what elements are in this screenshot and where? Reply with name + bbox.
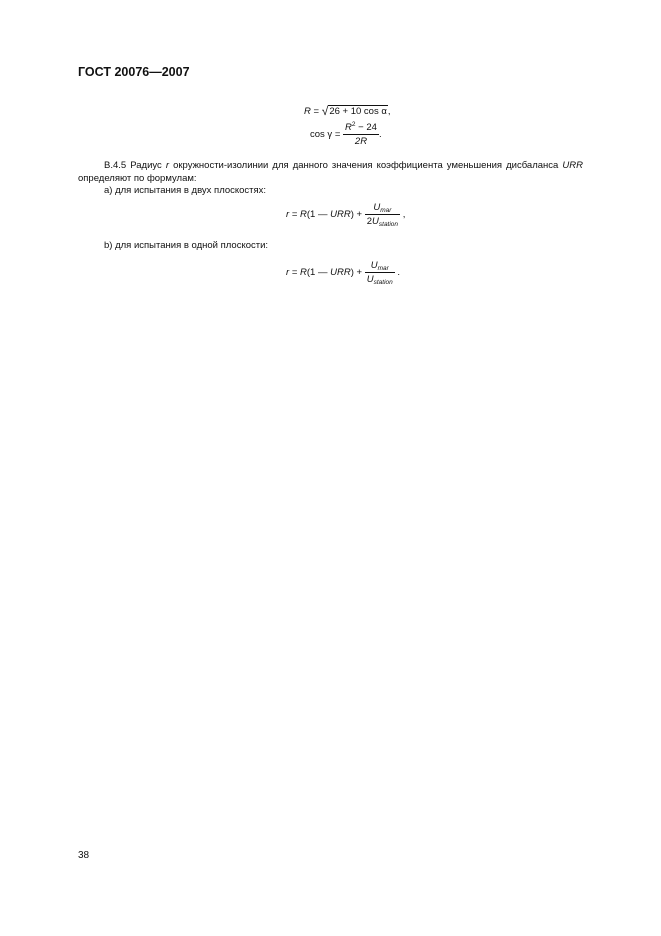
para-var-urr: URR [562, 160, 583, 171]
list-item-a: а) для испытания в двух плоскостях: [104, 185, 267, 196]
formula-lhs: cos γ [310, 129, 333, 141]
formula-tail: , [387, 106, 391, 117]
fraction-denominator [365, 273, 395, 285]
formula-urr: URR [330, 209, 351, 221]
radicand: 26 + 10 cos α [329, 106, 387, 117]
document-header: ГОСТ 20076—2007 [78, 65, 190, 79]
formula-equals: = [291, 267, 298, 279]
den-sub: station [373, 278, 393, 286]
paren-open: (1 — [306, 209, 331, 221]
para-var-r: r [165, 160, 170, 171]
formula-urr: URR [330, 267, 351, 279]
para-text-b: окружности-изолинии для данного значения коэффициента уменьшения дисбаланса [169, 160, 563, 171]
fraction-numerator [343, 123, 379, 135]
num-var: R [345, 122, 352, 133]
fraction-denominator [365, 215, 400, 227]
formula-equals: = [334, 129, 341, 141]
num-exponent: 2 [351, 121, 356, 128]
page-number: 38 [78, 850, 90, 861]
num-sub: mar [380, 207, 392, 214]
num-var: U [373, 202, 381, 213]
paragraph-b45 [78, 160, 583, 185]
formula-lhs: r [286, 267, 290, 279]
formula-r-one-plane [286, 261, 400, 284]
fraction [365, 203, 400, 226]
fraction-denominator: 2R [354, 135, 368, 147]
fraction [343, 123, 379, 146]
para-text-c: определяют по формулам: [78, 172, 197, 184]
fraction-numerator [365, 203, 400, 215]
formula-lhs: R [304, 106, 311, 117]
formula-equals: = [313, 106, 320, 117]
formula-tail: . [397, 267, 401, 279]
formula-lhs: r [286, 209, 290, 221]
formula-tail: . [378, 129, 382, 141]
list-item-b: b) для испытания в одной плоскости: [104, 240, 269, 251]
formula-tail: , [402, 209, 406, 221]
formula-r-two-planes [286, 203, 405, 226]
num-var: U [370, 260, 378, 271]
paren-close: ) + [350, 267, 363, 279]
den-var: U [372, 215, 379, 227]
formula-r-var: R [300, 209, 307, 221]
formula-cos-gamma [310, 123, 382, 146]
den-sub: station [378, 220, 399, 228]
formula-r-sqrt [304, 104, 390, 117]
fraction [365, 261, 395, 284]
formula-r-var: R [300, 267, 307, 279]
para-text-a: В.4.5 Радиус [104, 160, 166, 171]
paren-close: ) + [350, 209, 363, 221]
paren-open: (1 — [306, 267, 331, 279]
num-sub: mar [377, 265, 389, 272]
den-var: U [366, 273, 374, 285]
num-rest: − 24 [355, 122, 377, 133]
sqrt-icon: √ [321, 104, 329, 118]
formula-equals: = [291, 209, 298, 221]
fraction-numerator [365, 261, 395, 273]
den-coef: 2 [366, 215, 373, 227]
